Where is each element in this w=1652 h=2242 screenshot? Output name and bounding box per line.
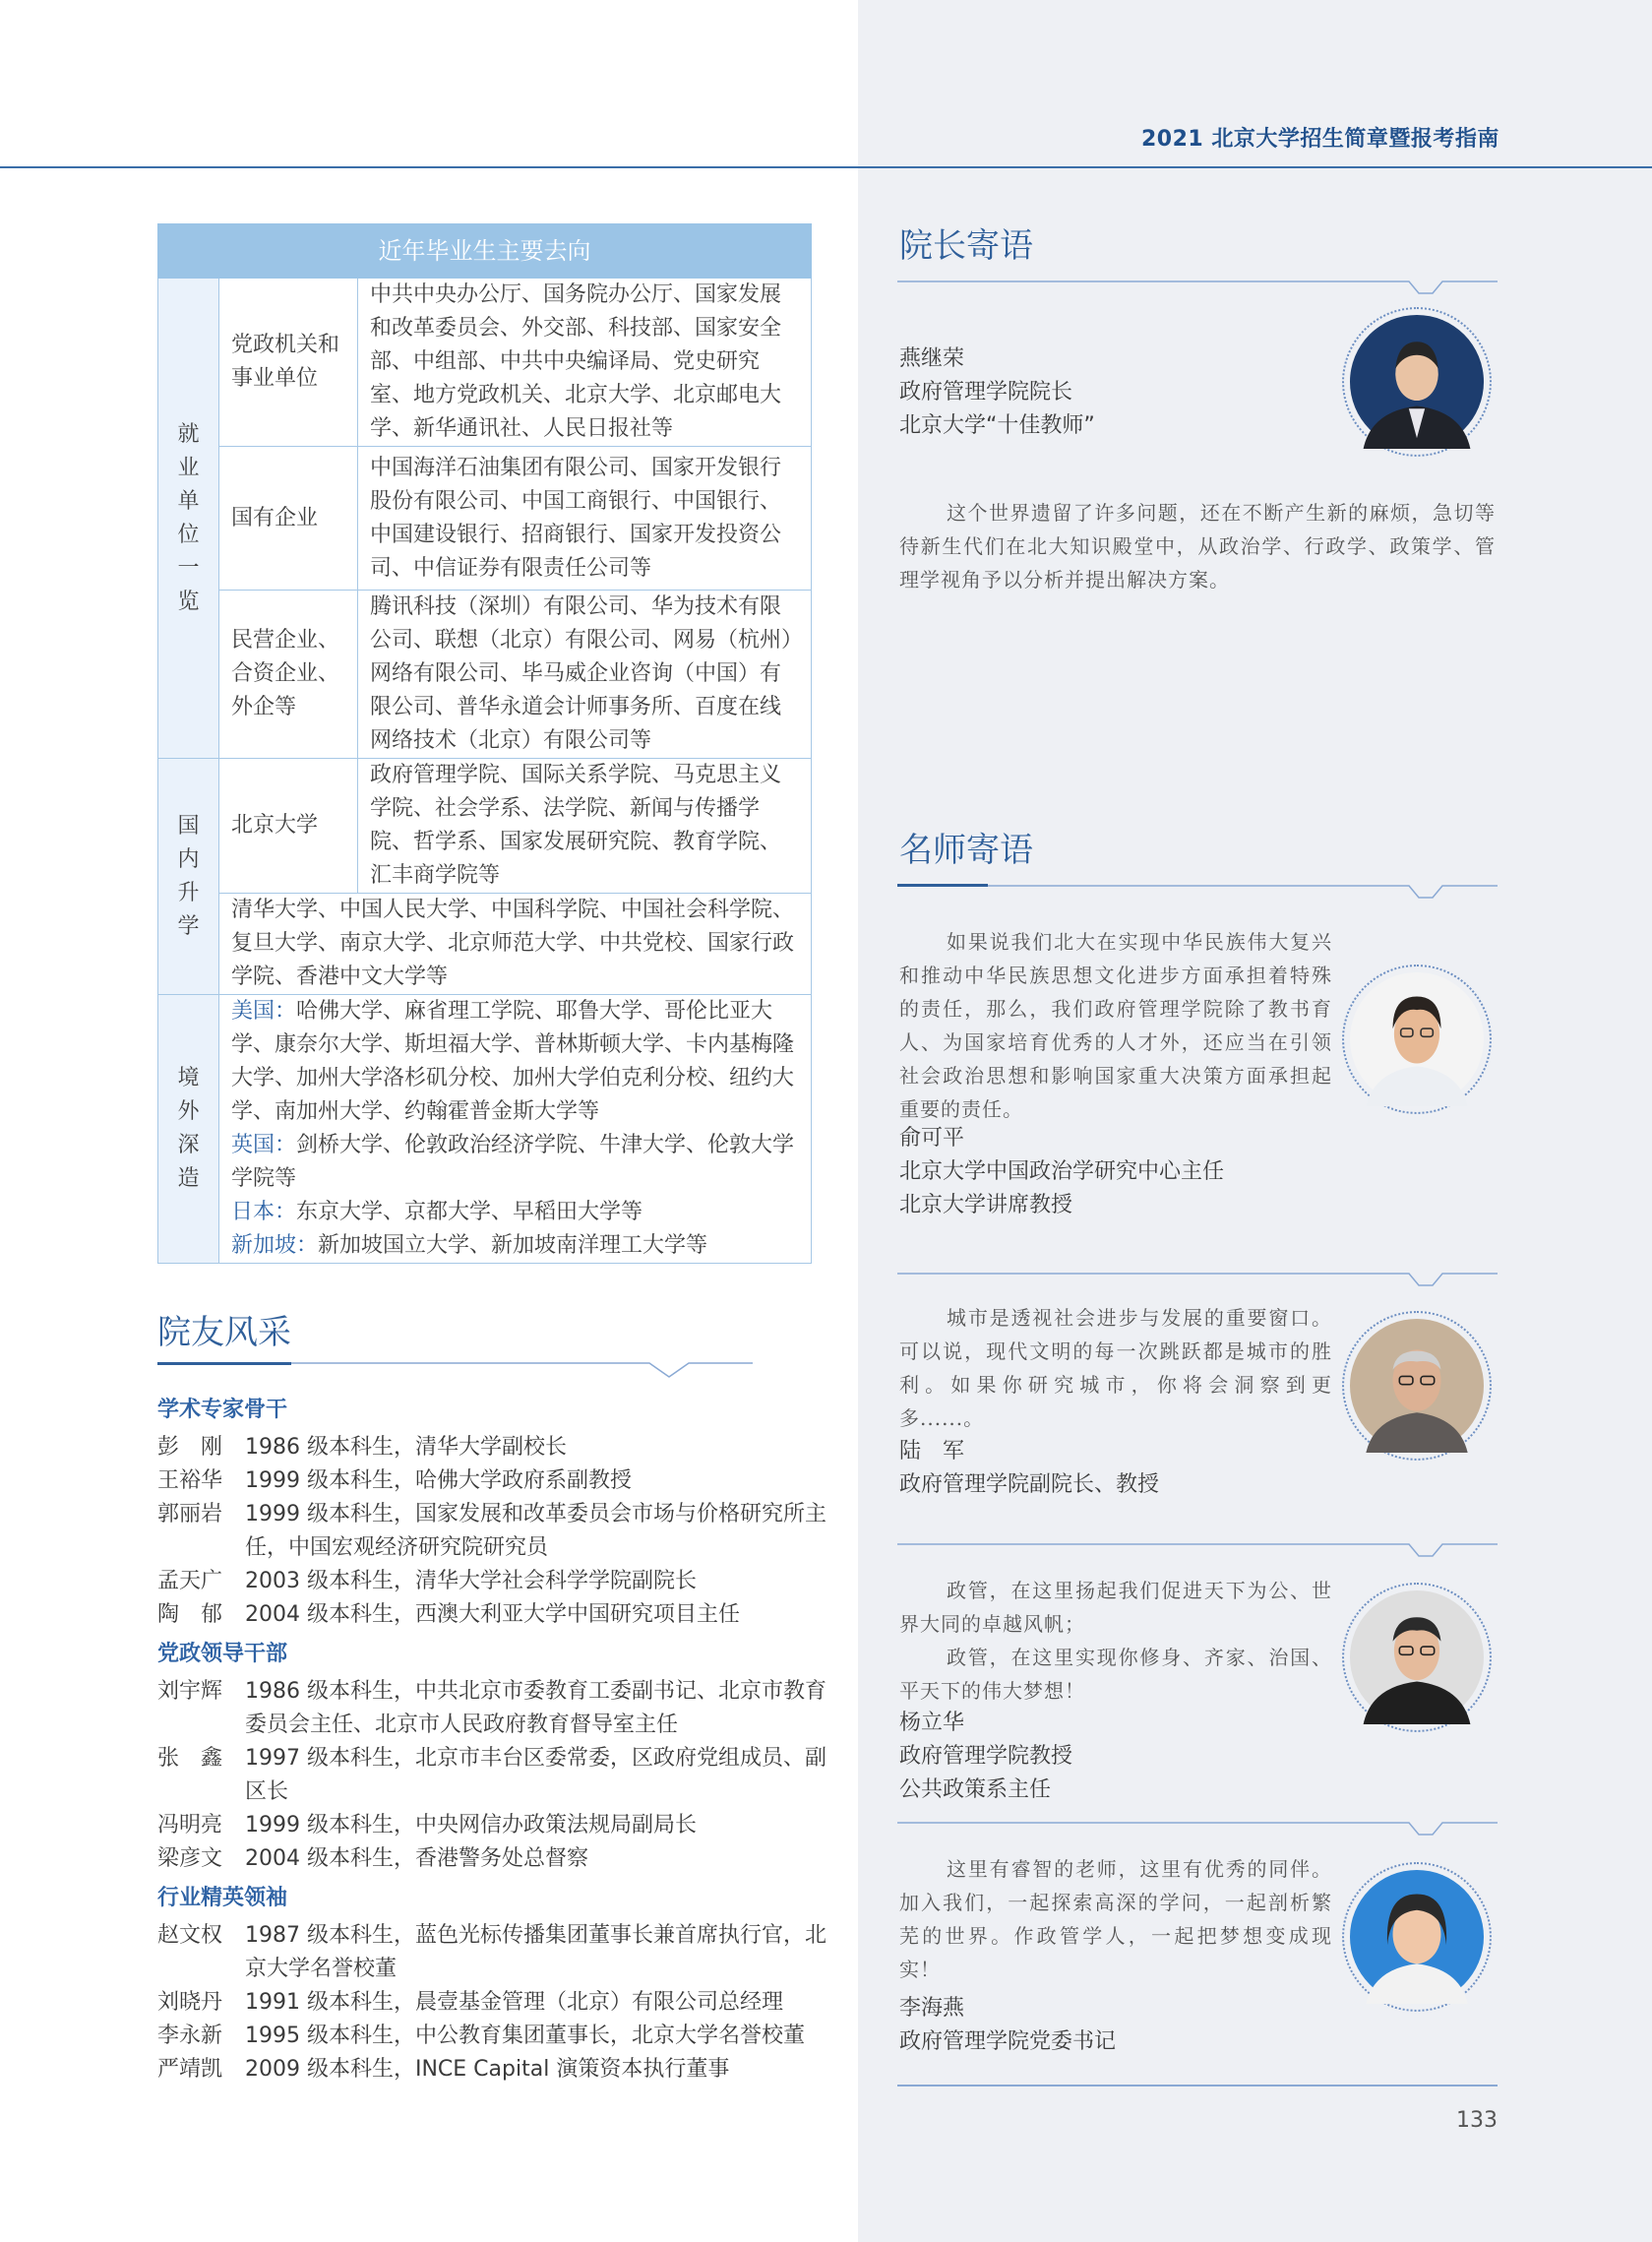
alumni-name: 刘宇辉 (157, 1679, 223, 1704)
alumni-row (157, 1498, 826, 1565)
category-label-char: 单 (177, 488, 200, 514)
category-label-char: 外 (177, 1099, 200, 1124)
alumni-row (157, 1842, 826, 1876)
category-label-char: 就 (177, 421, 200, 447)
teacher-info (899, 1435, 1159, 1502)
category-label-char: 览 (177, 589, 200, 614)
category-label (170, 418, 207, 619)
alumni-row (157, 1742, 826, 1809)
alumni-row (157, 2020, 826, 2053)
country-label: 英国： (231, 1133, 297, 1157)
alumni-row (157, 1675, 826, 1742)
overseas-item (231, 1229, 799, 1263)
schools-text: 东京大学、京都大学、早稻田大学等 (296, 1200, 643, 1224)
alumni-name: 郭丽岩 (157, 1502, 223, 1526)
page-number: 133 (1456, 2108, 1498, 2133)
alumni-desc: 2003 级本科生，清华大学社会科学学院副院长 (245, 1569, 697, 1593)
category-label (170, 810, 207, 944)
dean-quote: 这个世界遗留了许多问题，还在不断产生新的麻烦，急切等待新生代们在北大知识殿堂中，从政治学、行政学、政策学、管理学视角予以分析并提出解决方案。 (899, 501, 1496, 592)
row-units: 政府管理学院、国际关系学院、马克思主义学院、社会学系、法学院、新闻与传播学院、哲学系、国家发展研究院、教育学院、汇丰商学院等 (358, 759, 812, 894)
teacher-quote-block (899, 1301, 1332, 1435)
dean-info (899, 343, 1095, 443)
group-heading: 党政领导干部 (157, 1642, 288, 1666)
overseas-item (231, 1129, 799, 1196)
row-type: 党政机关和事业单位 (219, 279, 358, 447)
teacher-name: 俞可平 (899, 1126, 965, 1151)
row-type: 北京大学 (219, 759, 358, 894)
alumni-row (157, 1986, 826, 2020)
teacher-name: 李海燕 (899, 1996, 965, 2021)
alumni-desc: 1997 级本科生，北京市丰台区委常委，区政府党组成员、副区长 (245, 1746, 826, 1804)
category-label-char: 国 (177, 813, 200, 839)
row-units: 中国海洋石油集团有限公司、国家开发银行股份有限公司、中国工商银行、中国银行、中国建设银行、招商银行、国家开发投资公司、中信证券有限责任公司等 (358, 447, 812, 591)
footer-divider (897, 2085, 1498, 2086)
teacher-quote-block (899, 1574, 1332, 1708)
teacher-photo (1342, 965, 1492, 1114)
alumni-desc: 1999 级本科生，哈佛大学政府系副教授 (245, 1468, 632, 1493)
alumni-title-underline (157, 1361, 753, 1381)
domestic-other-universities: 清华大学、中国人民大学、中国科学院、中国社会科学院、复旦大学、南京大学、北京师范大学、中共党校、国家行政学院、香港中文大学等 (219, 894, 812, 995)
dean-quote-block (899, 496, 1496, 596)
alumni-name: 张 鑫 (157, 1746, 223, 1771)
alumni-row (157, 1919, 826, 1986)
teacher-role: 政府管理学院教授 (899, 1744, 1073, 1769)
row-type: 民营企业、合资企业、外企等 (219, 591, 358, 759)
teacher-quote: 政管，在这里实现你修身、齐家、治国、平天下的伟大梦想！ (899, 1646, 1332, 1703)
alumni-name: 王裕华 (157, 1468, 223, 1493)
portrait-icon (1350, 972, 1484, 1106)
alumni-desc: 1987 级本科生，蓝色光标传播集团董事长兼首席执行官，北京大学名誉校董 (245, 1923, 826, 1981)
teacher-role: 北京大学讲席教授 (899, 1193, 1073, 1217)
dean-photo (1342, 307, 1492, 457)
divider (897, 1270, 1498, 1293)
teachers-title-underline (897, 882, 1498, 905)
document-title: 2021 北京大学招生简章暨报考指南 (1141, 127, 1499, 152)
teacher-quote: 如果说我们北大在实现中华民族伟大复兴和推动中华民族思想文化进步方面承担着特殊的责任，那么，我们政府管理学院除了教书育人、为国家培育优秀的人才外，还应当在引领社会政治思想和影响国家重大决策方面承担起重要的责任。 (899, 930, 1332, 1121)
category-label-char: 业 (177, 455, 200, 480)
dean-name: 燕继荣 (899, 346, 965, 371)
schools-text: 新加坡国立大学、新加坡南洋理工大学等 (318, 1233, 708, 1258)
dean-role: 政府管理学院院长 (899, 380, 1073, 405)
dean-title-underline (897, 278, 1498, 301)
schools-text: 剑桥大学、伦敦政治经济学院、牛津大学、伦敦大学学院等 (231, 1133, 795, 1191)
teacher-role: 北京大学中国政治学研究中心主任 (899, 1159, 1225, 1184)
country-label: 美国： (231, 999, 297, 1024)
overseas-item (231, 995, 799, 1129)
row-units: 腾讯科技（深圳）有限公司、华为技术有限公司、联想（北京）有限公司、网易（杭州）网络有限公司、毕马威企业咨询（中国）有限公司、普华永道会计师事务所、百度在线网络技术（北京）有限公司等 (358, 591, 812, 759)
divider (897, 1540, 1498, 1564)
teacher-info (899, 1122, 1224, 1222)
domestic-category (158, 759, 219, 995)
divider (897, 1819, 1498, 1842)
alumni-row (157, 1464, 826, 1498)
row-type: 国有企业 (219, 447, 358, 591)
alumni-name: 李永新 (157, 2024, 223, 2048)
table-title: 近年毕业生主要去向 (158, 224, 812, 279)
overseas-item (231, 1196, 799, 1229)
portrait-icon (1350, 1870, 1484, 2004)
category-label-char: 深 (177, 1133, 200, 1157)
alumni-desc: 1986 级本科生，中共北京市委教育工委副书记、北京市教育委员会主任、北京市人民政府教育督导室主任 (245, 1679, 826, 1737)
alumni-name: 刘晓丹 (157, 1990, 223, 2015)
teacher-quote: 这里有睿智的老师，这里有优秀的同伴。加入我们，一起探索高深的学问，一起剖析繁芜的世界。作政管学人，一起把梦想变成现实！ (899, 1857, 1332, 1981)
alumni-row (157, 1565, 826, 1598)
group-heading: 行业精英领袖 (157, 1886, 288, 1910)
country-label: 日本： (231, 1200, 297, 1224)
alumni-row (157, 2053, 826, 2086)
alumni-list (157, 1388, 826, 2086)
teacher-role: 政府管理学院副院长、教授 (899, 1472, 1160, 1497)
teacher-photo (1342, 1862, 1492, 2012)
row-units: 中共中央办公厅、国务院办公厅、国家发展和改革委员会、外交部、科技部、国家安全部、中组部、中共中央编译局、党史研究室、地方党政机关、北京大学、北京邮电大学、新华通讯社、人民日报社等 (358, 279, 812, 447)
alumni-desc: 1991 级本科生，晨壹基金管理（北京）有限公司总经理 (245, 1990, 783, 2015)
alumni-name: 陶 郁 (157, 1602, 223, 1627)
alumni-name: 彭 刚 (157, 1435, 223, 1460)
teacher-quote: 城市是透视社会进步与发展的重要窗口。可以说，现代文明的每一次跳跃都是城市的胜利。如果你研究城市，你将会洞察到更多......。 (899, 1306, 1332, 1430)
employment-category (158, 279, 219, 759)
category-label-char: 内 (177, 846, 200, 872)
alumni-desc: 2004 级本科生，香港警务处总督察 (245, 1846, 588, 1871)
alumni-desc: 1995 级本科生，中公教育集团董事长，北京大学名誉校董 (245, 2024, 805, 2048)
teachers-section-title: 名师寄语 (899, 831, 1033, 870)
alumni-section-title: 院友风采 (157, 1313, 291, 1352)
teacher-quote-block (899, 1852, 1332, 1986)
portrait-icon (1350, 1319, 1484, 1453)
group-heading: 学术专家骨干 (157, 1398, 288, 1422)
alumni-desc: 2009 级本科生，INCE Capital 演策资本执行董事 (245, 2057, 730, 2082)
overseas-list (219, 995, 812, 1264)
schools-text: 哈佛大学、麻省理工学院、耶鲁大学、哥伦比亚大学、康奈尔大学、斯坦福大学、普林斯顿大学、卡内基梅隆大学、加州大学洛杉矶分校、加州大学伯克利分校、纽约大学、南加州大学、约翰霍普金斯大学等 (231, 999, 795, 1124)
alumni-desc: 1986 级本科生，清华大学副校长 (245, 1435, 567, 1460)
category-label-char: 位 (177, 522, 200, 547)
alumni-row (157, 1598, 826, 1632)
alumni-desc: 1999 级本科生，国家发展和改革委员会市场与价格研究所主任，中国宏观经济研究院研究员 (245, 1502, 826, 1560)
teacher-role: 政府管理学院党委书记 (899, 2029, 1117, 2054)
category-label (170, 1062, 207, 1196)
alumni-desc: 2004 级本科生，西澳大利亚大学中国研究项目主任 (245, 1602, 740, 1627)
alumni-row (157, 1809, 826, 1842)
header-rule (0, 166, 1652, 168)
dean-honor: 北京大学“十佳教师” (899, 413, 1095, 438)
category-label-char: 一 (177, 555, 200, 581)
teacher-role: 公共政策系主任 (899, 1777, 1052, 1802)
portrait-icon (1350, 315, 1484, 449)
teacher-info (899, 1992, 1116, 2059)
category-label-char: 升 (177, 880, 200, 905)
category-label-char: 学 (177, 913, 200, 939)
portrait-icon (1350, 1590, 1484, 1724)
teacher-name: 杨立华 (899, 1711, 965, 1735)
alumni-name: 冯明亮 (157, 1813, 223, 1837)
teacher-quote-block (899, 925, 1332, 1126)
teacher-photo (1342, 1311, 1492, 1461)
alumni-row (157, 1431, 826, 1464)
overseas-category (158, 995, 219, 1264)
alumni-name: 梁彦文 (157, 1846, 223, 1871)
alumni-desc: 1999 级本科生，中央网信办政策法规局副局长 (245, 1813, 697, 1837)
teacher-photo (1342, 1583, 1492, 1732)
teacher-info (899, 1707, 1072, 1807)
teacher-quote: 政管，在这里扬起我们促进天下为公、世界大同的卓越风帆； (899, 1579, 1332, 1636)
alumni-name: 赵文权 (157, 1923, 223, 1948)
category-label-char: 造 (177, 1166, 200, 1191)
category-label-char: 境 (177, 1066, 200, 1090)
country-label: 新加坡： (231, 1233, 319, 1258)
alumni-name: 孟天广 (157, 1569, 223, 1593)
alumni-name: 严靖凯 (157, 2057, 223, 2082)
destinations-table (157, 223, 812, 1264)
dean-section-title: 院长寄语 (899, 226, 1033, 266)
teacher-name: 陆 军 (899, 1439, 965, 1464)
